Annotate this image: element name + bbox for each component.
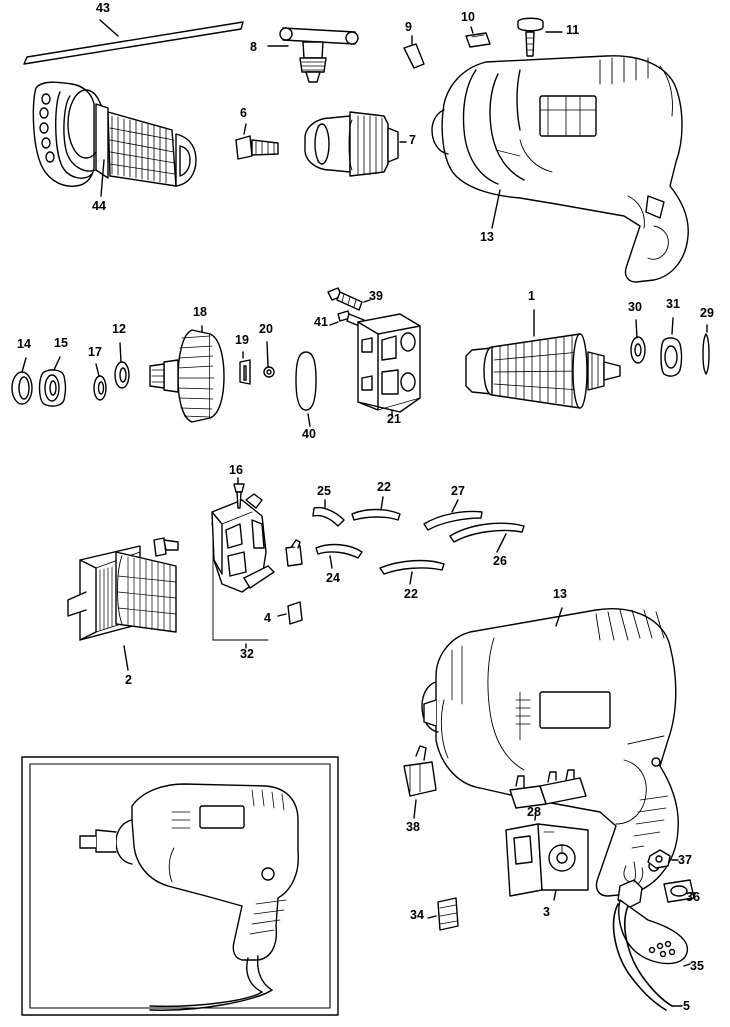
part-12-washer xyxy=(115,343,129,388)
callout-9: 9 xyxy=(405,20,412,34)
part-43-rod xyxy=(24,20,243,64)
part-26-wire xyxy=(450,523,524,552)
callout-29: 29 xyxy=(700,306,714,320)
callout-16: 16 xyxy=(229,463,243,477)
part-9-pin xyxy=(404,36,424,68)
callout-13-top: 13 xyxy=(480,230,494,244)
part-6-bolt xyxy=(236,124,278,159)
part-19-collar xyxy=(240,352,250,384)
part-25-wire xyxy=(313,500,344,526)
callout-1: 1 xyxy=(528,289,535,303)
callout-38: 38 xyxy=(406,820,420,834)
callout-10: 10 xyxy=(461,10,475,24)
callout-7: 7 xyxy=(409,133,416,147)
part-21-gear-housing xyxy=(358,314,420,416)
part-4-block xyxy=(278,602,302,624)
callout-24: 24 xyxy=(326,571,340,585)
callout-28: 28 xyxy=(527,805,541,819)
callout-39: 39 xyxy=(369,289,383,303)
part-44-side-handle xyxy=(33,82,196,196)
part-8-chuck-key xyxy=(268,28,358,82)
part-24-wire xyxy=(316,545,362,568)
part-22-wire-a xyxy=(352,497,400,520)
part-20-washer xyxy=(264,342,274,377)
callout-3: 3 xyxy=(543,905,550,919)
callout-26: 26 xyxy=(493,554,507,568)
callout-13-bottom: 13 xyxy=(553,587,567,601)
part-11-screw xyxy=(518,18,562,56)
part-small-brush-holder xyxy=(286,540,302,566)
callout-15: 15 xyxy=(54,336,68,350)
part-3-switch-body xyxy=(506,824,588,900)
part-10-clip xyxy=(466,27,490,47)
callout-31: 31 xyxy=(666,297,680,311)
callout-27: 27 xyxy=(451,484,465,498)
callout-25: 25 xyxy=(317,484,331,498)
callout-8: 8 xyxy=(250,40,257,54)
part-31-bearing xyxy=(661,318,682,376)
callout-17: 17 xyxy=(88,345,102,359)
callout-41: 41 xyxy=(314,315,328,329)
callout-4: 4 xyxy=(264,611,271,625)
callout-34: 34 xyxy=(410,908,424,922)
part-34-terminal xyxy=(428,898,458,930)
callout-43: 43 xyxy=(96,1,110,15)
callout-2: 2 xyxy=(125,673,132,687)
part-18-gear-shaft xyxy=(150,326,224,422)
callout-36: 36 xyxy=(686,890,700,904)
part-29-clip xyxy=(703,325,709,374)
callout-35: 35 xyxy=(690,959,704,973)
callout-37: 37 xyxy=(678,853,692,867)
part-17-washer xyxy=(94,364,106,400)
callout-6: 6 xyxy=(240,106,247,120)
callout-18: 18 xyxy=(193,305,207,319)
callout-11: 11 xyxy=(566,23,580,37)
part-1-armature xyxy=(466,310,620,408)
part-13-housing-cutaway xyxy=(432,56,688,282)
part-38-carbon-brush xyxy=(404,746,436,818)
part-22-wire-b xyxy=(380,561,444,584)
callout-19: 19 xyxy=(235,333,249,347)
callout-12: 12 xyxy=(112,322,126,336)
callout-14: 14 xyxy=(17,337,31,351)
callout-22-b: 22 xyxy=(404,587,418,601)
part-27-wire xyxy=(424,500,482,530)
callout-40: 40 xyxy=(302,427,316,441)
inset-assembled-drill xyxy=(22,757,338,1015)
part-39-screw xyxy=(328,288,370,310)
callout-5: 5 xyxy=(683,999,690,1013)
part-2-field-coil xyxy=(68,538,178,670)
callout-44: 44 xyxy=(92,199,106,213)
part-40-band xyxy=(296,352,316,426)
part-30-washer xyxy=(631,320,645,363)
callout-32: 32 xyxy=(240,647,254,661)
callout-22-a: 22 xyxy=(377,480,391,494)
callout-30: 30 xyxy=(628,300,642,314)
part-14-o-ring xyxy=(12,358,32,404)
callout-21: 21 xyxy=(387,412,401,426)
part-15-bearing xyxy=(40,357,66,406)
part-7-chuck xyxy=(305,112,406,176)
callout-20: 20 xyxy=(259,322,273,336)
